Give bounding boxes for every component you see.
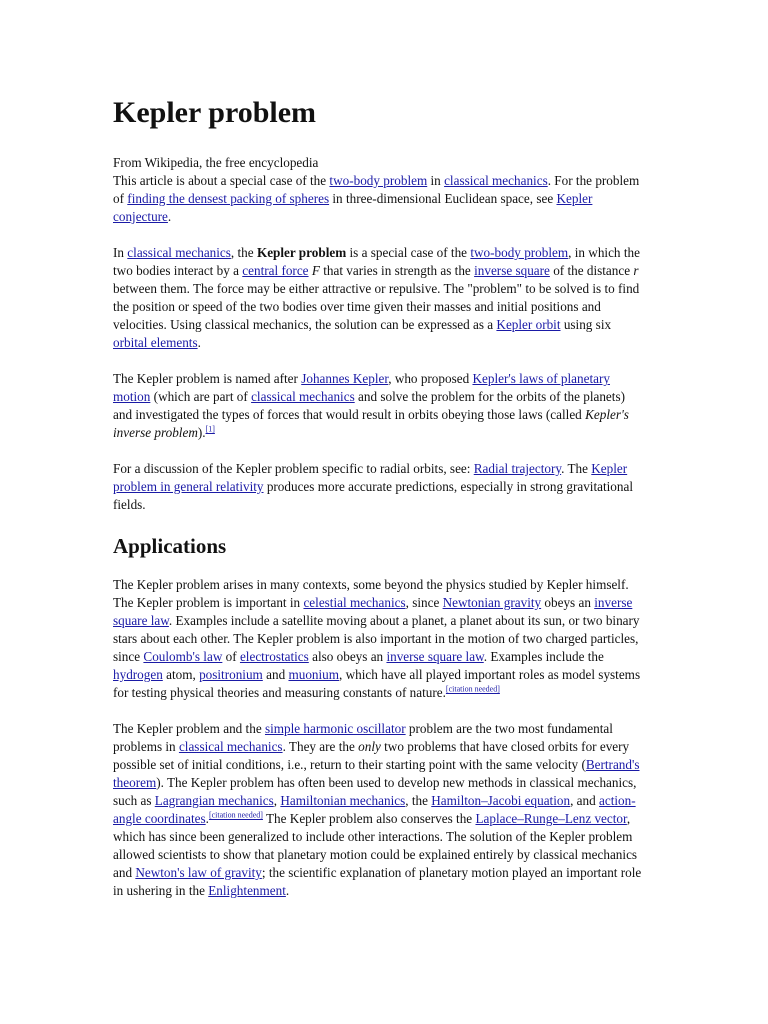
text: For a discussion of the Kepler problem specific to radial orbits, see: <box>113 461 474 476</box>
link-muonium[interactable]: muonium <box>288 667 340 682</box>
text: of <box>222 649 240 664</box>
link-newtons-law-of-gravity[interactable]: Newton's law of gravity <box>135 865 262 880</box>
citation-needed-link[interactable]: [citation needed] <box>208 810 263 820</box>
text: . <box>167 209 172 224</box>
link-kepler-conjecture[interactable]: Kepler conjecture <box>113 191 593 224</box>
text: , and <box>570 793 600 808</box>
text: produces more accurate predictions, especially in strong gravitational fields. <box>113 479 633 512</box>
text: , which have all played important roles as model systems for testing physical theories and measuring constants of nature. <box>113 667 641 700</box>
text: The Kepler problem is named after <box>113 371 302 386</box>
text: in three-dimensional Euclidean space, see <box>329 191 557 206</box>
link-radial-trajectory[interactable]: Radial trajectory <box>473 461 562 476</box>
text: . <box>205 811 209 826</box>
link-coulombs-law[interactable]: Coulomb's law <box>143 649 223 664</box>
bold-term: Kepler problem <box>256 245 347 260</box>
text: . Examples include the <box>483 649 604 664</box>
text: in <box>427 173 445 188</box>
text: is a special case of the <box>346 245 471 260</box>
link-hamiltonian-mechanics[interactable]: Hamiltonian mechanics <box>280 793 406 808</box>
link-classical-mechanics[interactable]: classical mechanics <box>127 245 231 260</box>
text: . They are the <box>282 739 359 754</box>
link-newtonian-gravity[interactable]: Newtonian gravity <box>442 595 542 610</box>
text: , who proposed <box>388 371 473 386</box>
text: . <box>285 883 290 898</box>
text: and solve the problem for the orbits of the planets) and investigated the types of forces that would result in orbits obeying those laws (called <box>113 389 625 422</box>
link-hydrogen[interactable]: hydrogen <box>113 667 163 682</box>
link-classical-mechanics[interactable]: classical mechanics <box>178 739 283 754</box>
reference-link[interactable]: [1] <box>205 424 215 434</box>
link-lagrangian-mechanics[interactable]: Lagrangian mechanics <box>154 793 274 808</box>
link-lrl-vector[interactable]: Laplace–Runge–Lenz vector <box>475 811 627 826</box>
link-johannes-kepler[interactable]: Johannes Kepler <box>301 371 389 386</box>
link-keplers-laws[interactable]: Kepler's laws of planetary motion <box>113 371 610 404</box>
paragraph-radial <box>113 460 643 514</box>
link-inverse-square-law[interactable]: inverse square law <box>113 595 633 628</box>
link-two-body-problem[interactable]: two-body problem <box>470 245 569 260</box>
paragraph-applications-2 <box>113 720 643 900</box>
paragraph-naming <box>113 370 643 442</box>
text: atom, <box>162 667 200 682</box>
text: two problems that have closed orbits for every possible set of initial conditions, i.e., return to their starting point with the same velocity ( <box>113 739 630 772</box>
citation-needed[interactable] <box>446 685 500 694</box>
link-orbital-elements[interactable]: orbital elements <box>113 335 198 350</box>
text: , the <box>230 245 257 260</box>
italic-term: Kepler's inverse problem <box>113 407 629 440</box>
link-kepler-gr[interactable]: Kepler problem in general relativity <box>113 461 628 494</box>
text: The Kepler problem also conserves the <box>262 811 476 826</box>
link-simple-harmonic-oscillator[interactable]: simple harmonic oscillator <box>264 721 406 736</box>
link-inverse-square[interactable]: inverse square <box>474 263 550 278</box>
text: problem are the two most fundamental problems in <box>113 721 613 754</box>
text: , which has since been generalized to include other interactions. The solution of the Kepler problem allowed scientists to show that planetary motion could be explained entirely by classical mechanics and <box>113 811 638 880</box>
link-kepler-orbit[interactable]: Kepler orbit <box>496 317 561 332</box>
link-celestial-mechanics[interactable]: celestial mechanics <box>303 595 406 610</box>
link-classical-mechanics[interactable]: classical mechanics <box>444 173 548 188</box>
italic-term: only <box>358 739 381 754</box>
text: and <box>262 667 289 682</box>
text: . <box>197 335 201 350</box>
text: This article is about a special case of the <box>113 173 330 188</box>
link-two-body-problem[interactable]: two-body problem <box>329 173 428 188</box>
text: The Kepler problem and the <box>113 721 265 736</box>
text: (which are part of <box>150 389 252 404</box>
section-heading-applications: Applications <box>113 534 227 558</box>
hatnote <box>113 172 643 226</box>
text: that varies in strength as the <box>319 263 475 278</box>
text: of the distance <box>549 263 634 278</box>
text: In <box>113 245 128 260</box>
article <box>113 94 643 918</box>
link-bertrands-theorem[interactable]: Bertrand's theorem <box>113 757 640 790</box>
link-action-angle[interactable]: action-angle coordinates <box>113 793 636 826</box>
page-title: Kepler problem <box>113 96 317 129</box>
text: , <box>273 793 281 808</box>
text: , the <box>405 793 432 808</box>
text: also obeys an <box>308 649 387 664</box>
text: . Examples include a satellite moving about a planet, a planet about its sun, or two binary stars about each other. The Kepler problem is also important in the motion of two charged particles, since <box>113 613 640 664</box>
link-hamilton-jacobi[interactable]: Hamilton–Jacobi equation <box>431 793 571 808</box>
text: . The <box>561 461 592 476</box>
link-central-force[interactable]: central force <box>242 263 309 278</box>
italic-symbol: F <box>311 263 320 278</box>
link-classical-mechanics[interactable]: classical mechanics <box>251 389 355 404</box>
link-enlightenment[interactable]: Enlightenment <box>208 883 286 898</box>
text: ; the scientific explanation of planetary motion played an important role in ushering in the <box>113 865 642 898</box>
text: using six <box>560 317 612 332</box>
from-wikipedia: From Wikipedia, the free encyclopedia <box>113 155 319 170</box>
text: between them. The force may be either attractive or repulsive. The "problem" to be solved is to find the position or speed of the two bodies over time given their masses and initial positions and velocities. Using classical mechanics, the solution can be expressed as a <box>113 281 640 332</box>
link-inverse-square-law[interactable]: inverse square law <box>386 649 484 664</box>
text: , since <box>405 595 443 610</box>
citation-needed[interactable] <box>209 811 263 820</box>
citation-needed-link[interactable]: [citation needed] <box>445 684 500 694</box>
link-positronium[interactable]: positronium <box>199 667 263 682</box>
text: . For the problem of <box>113 173 640 206</box>
text: ). The Kepler problem has often been used to develop new methods in classical mechanics, such as <box>113 775 637 808</box>
paragraph-intro <box>113 244 643 352</box>
link-sphere-packing[interactable]: finding the densest packing of spheres <box>127 191 330 206</box>
paragraph-applications-1 <box>113 576 643 702</box>
italic-symbol: r <box>633 263 639 278</box>
text: ). <box>197 425 206 440</box>
text: , in which the two bodies interact by a <box>113 245 640 278</box>
link-electrostatics[interactable]: electrostatics <box>239 649 309 664</box>
text: The Kepler problem arises in many contexts, some beyond the physics studied by Kepler himself. The Kepler problem is important in <box>113 577 629 610</box>
text: obeys an <box>541 595 595 610</box>
reference-1[interactable] <box>206 425 215 434</box>
